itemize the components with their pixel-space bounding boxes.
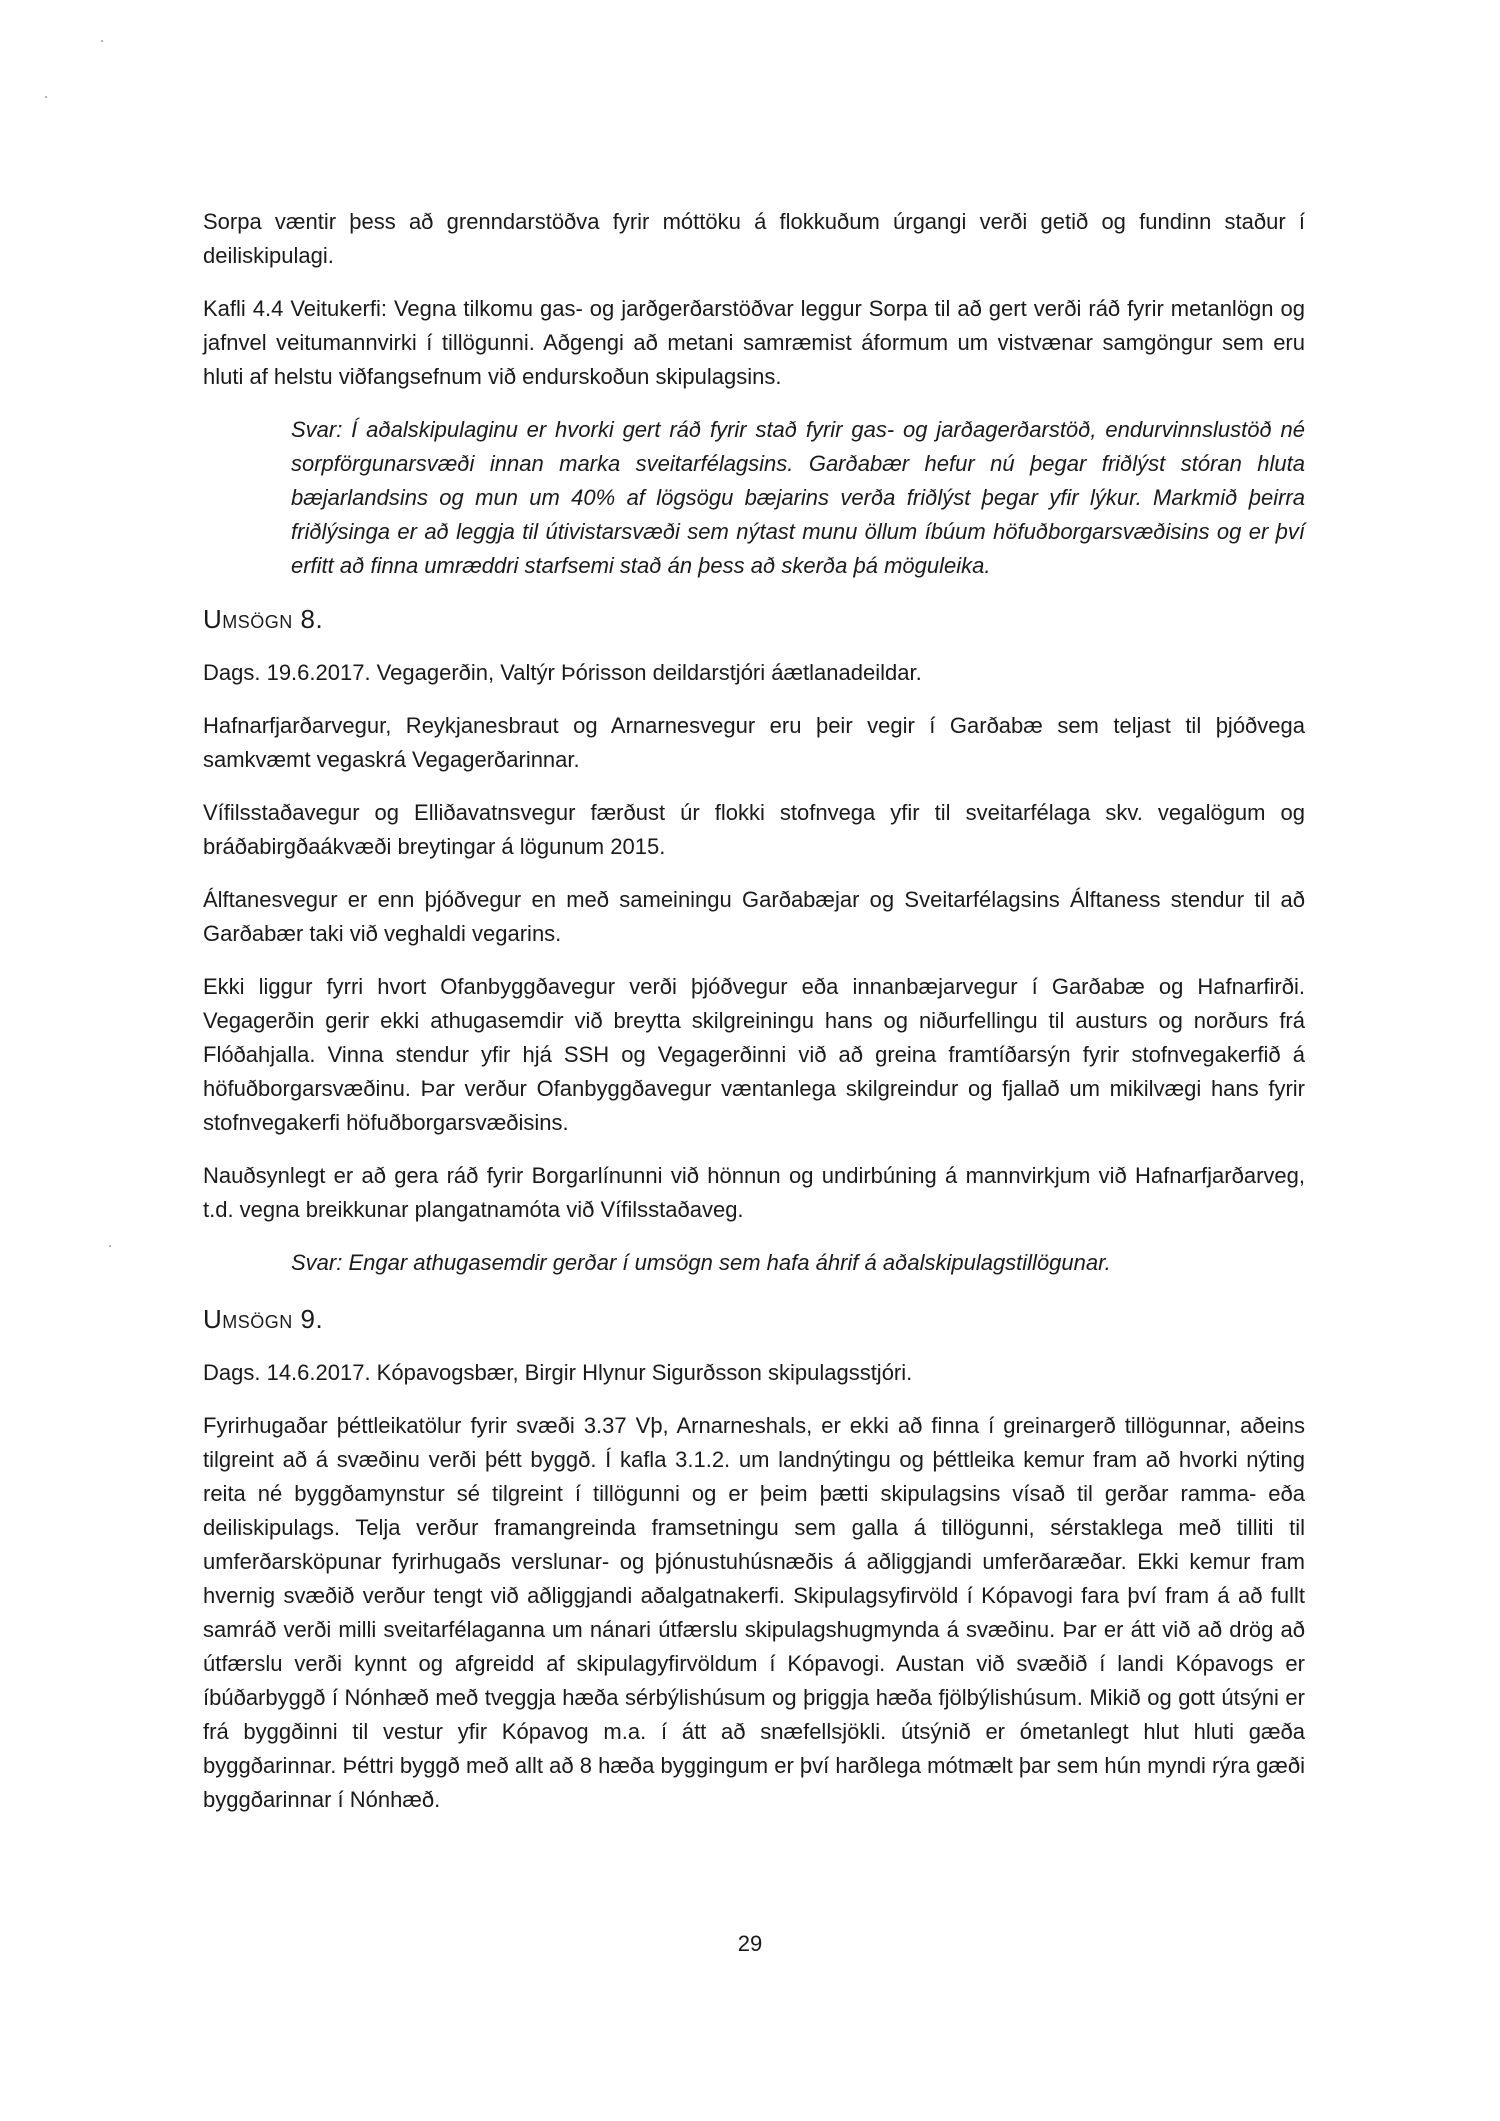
- response-answer: Svar: Í aðalskipulaginu er hvorki gert ráð fyrir stað fyrir gas- og jarðagerðarstöð, endurvinnslustöð né sorpförgunarsvæði innan marka sveitarfélagsins. Garðabær hefur nú þegar friðlýst stóran hluta bæjarlandsins og mun um 40% af lögsögu bæjarins verða friðlýst þegar yfir lýkur. Markmið þeirra friðlýsinga er að leggja til útivistarsvæði sem nýtast munu öllum íbúum höfuðborgarsvæðisins og er því erfitt að finna umræddri starfsemi stað án þess að skerða þá möguleika.: [291, 417, 1305, 578]
- paragraph: Ekki liggur fyrri hvort Ofanbyggðavegur verði þjóðvegur eða innanbæjarvegur í Garðabæ og Hafnarfirði. Vegagerðin gerir ekki athugasemdir við breytta skilgreiningu hans og niðurfellingu til austurs og norðurs frá Flóðahjalla. Vinna stendur yfir hjá SSH og Vegagerðinni við að greina framtíðarsýn fyrir stofnvegakerfið á höfuðborgarsvæðinu. Þar verður Ofanbyggðavegur væntanlega skilgreindur og fjallað um mikilvægi hans fyrir stofnvegakerfi höfuðborgarsvæðisins.: [203, 974, 1305, 1135]
- page-number: 29: [737, 1931, 763, 1956]
- paragraph: Kafli 4.4 Veitukerfi: Vegna tilkomu gas- og jarðgerðarstöðvar leggur Sorpa til að gert verði ráð fyrir metanlögn og jafnvel veitumannvirki í tillögunni. Aðgengi að metani samræmist áformum um vistvænar samgöngur sem eru hluti af helstu viðfangsefnum við endurskoðun skipulagsins.: [203, 296, 1305, 389]
- paragraph: Hafnarfjarðarvegur, Reykjanesbraut og Arnarnesvegur eru þeir vegir í Garðabæ sem teljast til þjóðvega samkvæmt vegaskrá Vegagerðarinnar.: [203, 713, 1305, 772]
- paragraph: Fyrirhugaðar þéttleikatölur fyrir svæði 3.37 Vþ, Arnarneshals, er ekki að finna í greinargerð tillögunnar, aðeins tilgreint að á svæðinu verði þétt byggð. Í kafla 3.1.2. um landnýtingu og þéttleika kemur fram að hvorki nýting reita né byggðamynstur sé tilgreint í tillögunni og er þeim þætti skipulagsins vísað til gerðar ramma- eða deiliskipulags. Telja verður framangreinda framsetningu sem galla á tillögunni, sérstaklega með tilliti til umferðarsköpunar fyrirhugaðs verslunar- og þjónustuhúsnæðis á aðliggjandi umferðaræðar. Ekki kemur fram hvernig svæðið verður tengt við aðliggjandi aðalgatnakerfi. Skipulagsyfirvöld í Kópavogi fara því fram á að fullt samráð verði milli sveitarfélaganna um nánari útfærslu skipulagshugmynda á svæðinu. Þar er átt við að drög að útfærslu verði kynnt og afgreidd af skipulagyfirvöldum í Kópavogi. Austan við svæðið í landi Kópavogs er íbúðarbyggð í Nónhæð með tveggja hæða sérbýlishúsum og þriggja hæða fjölbýlishúsum. Mikið og gott útsýni er frá byggðinni til vestur yfir Kópavog m.a. í átt að snæfellsjökli. útsýnið er ómetanlegt hlut hluti gæða byggðarinnar. Þéttri byggð með allt að 8 hæða byggingum er því harðlega mótmælt þar sem hún myndi rýra gæði byggðarinnar í Nónhæð.: [203, 1413, 1305, 1812]
- document-body: [203, 205, 1305, 1836]
- scan-speck: [109, 1245, 111, 1247]
- paragraph: Vífilsstaðavegur og Elliðavatnsvegur færðust úr flokki stofnvega yfir til sveitarfélaga skv. vegalögum og bráðabirgðaákvæði breytingar á lögunum 2015.: [203, 800, 1305, 859]
- section-heading-umsogn-8: Umsögn 8.: [203, 604, 324, 634]
- paragraph: Sorpa væntir þess að grenndarstöðva fyrir móttöku á flokkuðum úrgangi verði getið og fundinn staður í deiliskipulagi.: [203, 209, 1305, 268]
- paragraph: Dags. 14.6.2017. Kópavogsbær, Birgir Hlynur Sigurðsson skipulagsstjóri.: [203, 1360, 913, 1385]
- paragraph: Nauðsynlegt er að gera ráð fyrir Borgarlínunni við hönnun og undirbúning á mannvirkjum við Hafnarfjarðarveg, t.d. vegna breikkunar plangatnamóta við Vífilsstaðaveg.: [203, 1163, 1305, 1222]
- section-heading-umsogn-9: Umsögn 9.: [203, 1304, 324, 1334]
- response-answer: Svar: Engar athugasemdir gerðar í umsögn sem hafa áhrif á aðalskipulagstillögunar.: [291, 1250, 1111, 1275]
- paragraph: Dags. 19.6.2017. Vegagerðin, Valtýr Þórisson deildarstjóri áætlanadeildar.: [203, 660, 922, 685]
- paragraph: Álftanesvegur er enn þjóðvegur en með sameiningu Garðabæjar og Sveitarfélagsins Álftaness stendur til að Garðabær taki við veghaldi vegarins.: [203, 887, 1305, 946]
- scan-speck: [45, 96, 47, 98]
- scan-speck: [101, 40, 103, 42]
